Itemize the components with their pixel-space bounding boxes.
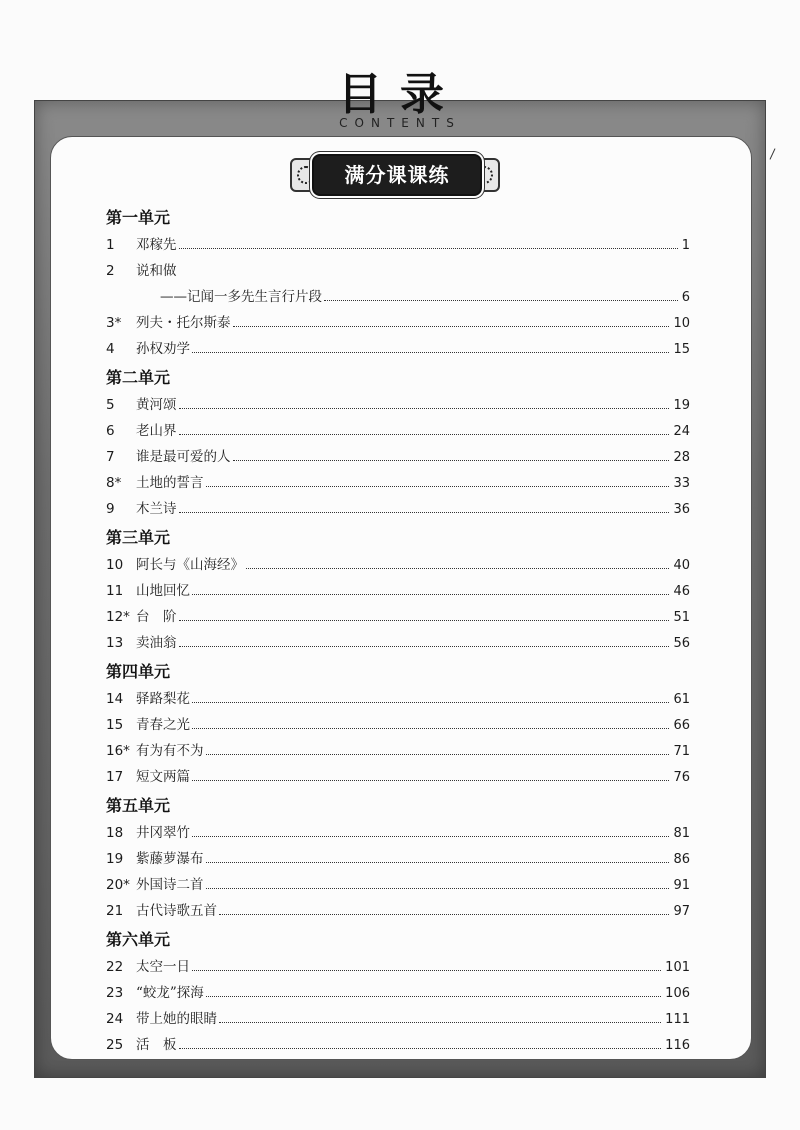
entry-number: 21 xyxy=(106,903,124,919)
toc-entry[interactable] xyxy=(106,954,690,980)
toc-entry[interactable] xyxy=(106,1032,690,1058)
entry-number: 7 xyxy=(106,449,115,465)
table-of-contents xyxy=(106,202,690,1058)
entry-title: 阿长与《山海经》 xyxy=(136,557,244,573)
entry-title: 卖油翁 xyxy=(136,635,177,651)
toc-entry[interactable] xyxy=(106,980,690,1006)
toc-entry[interactable] xyxy=(106,232,690,258)
entry-title: 孙权劝学 xyxy=(136,341,190,357)
dot-leader xyxy=(206,888,670,889)
toc-entry[interactable] xyxy=(106,738,690,764)
dot-leader xyxy=(233,460,670,461)
dot-leader xyxy=(179,408,670,409)
toc-entry[interactable] xyxy=(106,470,690,496)
entry-page-number: 51 xyxy=(673,610,690,625)
dot-leader xyxy=(324,300,678,301)
entry-page-number: 36 xyxy=(673,502,690,517)
entry-number: 2 xyxy=(106,263,115,279)
entry-title: 驿路梨花 xyxy=(136,691,190,707)
entry-page-number: 61 xyxy=(673,692,690,707)
entry-number: 11 xyxy=(106,583,124,599)
toc-entry[interactable] xyxy=(106,1006,690,1032)
entry-title: 木兰诗 xyxy=(136,501,177,517)
entry-title: “蛟龙”探海 xyxy=(136,985,204,1001)
dot-leader xyxy=(192,702,669,703)
entry-number: 1 xyxy=(106,237,115,253)
entry-page-number: 6 xyxy=(681,290,690,305)
toc-entry[interactable] xyxy=(106,392,690,418)
page-subtitle: CONTENTS xyxy=(339,116,461,130)
entry-page-number: 111 xyxy=(665,1012,690,1027)
toc-entry[interactable] xyxy=(106,258,690,284)
entry-number: 17 xyxy=(106,769,124,785)
entry-page-number: 97 xyxy=(673,904,690,919)
entry-number: 8* xyxy=(106,475,122,491)
dot-leader xyxy=(206,754,670,755)
entry-number: 10 xyxy=(106,557,124,573)
dot-leader xyxy=(179,248,678,249)
margin-mark xyxy=(770,148,776,159)
entry-number: 12* xyxy=(106,609,130,625)
entry-title: 青春之光 xyxy=(136,717,190,733)
entry-page-number: 116 xyxy=(665,1038,690,1053)
entry-title: 邓稼先 xyxy=(136,237,177,253)
dot-leader xyxy=(206,486,670,487)
toc-entry[interactable] xyxy=(106,630,690,656)
toc-entry[interactable] xyxy=(106,872,690,898)
entry-page-number: 33 xyxy=(673,476,690,491)
entry-page-number: 66 xyxy=(673,718,690,733)
entry-title: 土地的誓言 xyxy=(136,475,204,491)
dot-leader xyxy=(219,914,669,915)
entry-title: 列夫・托尔斯泰 xyxy=(136,315,231,331)
entry-number: 3* xyxy=(106,315,122,331)
entry-number: 20* xyxy=(106,877,130,893)
dot-leader xyxy=(233,326,670,327)
entry-number: 5 xyxy=(106,397,115,413)
entry-number: 25 xyxy=(106,1037,124,1053)
toc-entry[interactable] xyxy=(106,496,690,522)
dot-leader xyxy=(246,568,669,569)
dot-leader xyxy=(179,646,670,647)
dot-leader xyxy=(192,594,669,595)
entry-number: 19 xyxy=(106,851,124,867)
entry-title: 有为有不为 xyxy=(136,743,204,759)
entry-title: 说和做 xyxy=(136,263,177,279)
entry-title: 太空一日 xyxy=(136,959,190,975)
entry-page-number: 46 xyxy=(673,584,690,599)
entry-page-number: 1 xyxy=(681,238,690,253)
entry-number: 16* xyxy=(106,743,130,759)
toc-entry[interactable] xyxy=(106,418,690,444)
toc-entry[interactable] xyxy=(106,820,690,846)
entry-title: 紫藤萝瀑布 xyxy=(136,851,204,867)
toc-entry[interactable] xyxy=(106,604,690,630)
toc-entry[interactable] xyxy=(106,578,690,604)
entry-title: 外国诗二首 xyxy=(136,877,204,893)
entry-number: 22 xyxy=(106,959,124,975)
dot-leader xyxy=(192,970,661,971)
entry-title: 山地回忆 xyxy=(136,583,190,599)
dot-leader xyxy=(179,620,670,621)
entry-number: 4 xyxy=(106,341,115,357)
unit-heading: 第二单元 xyxy=(106,368,171,387)
dot-leader xyxy=(192,728,669,729)
toc-entry[interactable] xyxy=(106,444,690,470)
entry-title: 活 板 xyxy=(136,1037,177,1053)
entry-number: 24 xyxy=(106,1011,124,1027)
entry-title: 黄河颂 xyxy=(136,397,177,413)
toc-entry[interactable] xyxy=(106,552,690,578)
entry-title: 带上她的眼睛 xyxy=(136,1011,217,1027)
entry-page-number: 15 xyxy=(673,342,690,357)
entry-number: 13 xyxy=(106,635,124,651)
entry-page-number: 10 xyxy=(673,316,690,331)
entry-number: 23 xyxy=(106,985,124,1001)
entry-title: 古代诗歌五首 xyxy=(136,903,217,919)
unit-heading: 第五单元 xyxy=(106,796,171,815)
toc-entry[interactable] xyxy=(106,284,690,310)
banner-plate xyxy=(312,154,482,196)
entry-page-number: 91 xyxy=(673,878,690,893)
dot-leader xyxy=(192,780,669,781)
toc-entry[interactable] xyxy=(106,898,690,924)
dot-leader xyxy=(179,1048,662,1049)
entry-title: ——记闻一多先生言行片段 xyxy=(160,289,322,305)
dot-leader xyxy=(219,1022,661,1023)
entry-title: 台 阶 xyxy=(136,609,177,625)
entry-number: 14 xyxy=(106,691,124,707)
toc-entry[interactable] xyxy=(106,764,690,790)
entry-page-number: 81 xyxy=(673,826,690,841)
dot-leader xyxy=(192,352,669,353)
unit-heading: 第四单元 xyxy=(106,662,171,681)
toc-entry[interactable] xyxy=(106,846,690,872)
entry-title: 谁是最可爱的人 xyxy=(136,449,231,465)
unit-heading: 第一单元 xyxy=(106,208,171,227)
toc-entry[interactable] xyxy=(106,712,690,738)
entry-title: 井冈翠竹 xyxy=(136,825,190,841)
dot-leader xyxy=(179,512,670,513)
toc-entry[interactable] xyxy=(106,686,690,712)
entry-number: 9 xyxy=(106,501,115,517)
entry-page-number: 19 xyxy=(673,398,690,413)
entry-number: 15 xyxy=(106,717,124,733)
section-banner xyxy=(290,152,500,194)
dot-leader xyxy=(206,862,670,863)
entry-page-number: 71 xyxy=(673,744,690,759)
entry-number: 6 xyxy=(106,423,115,439)
unit-heading: 第三单元 xyxy=(106,528,171,547)
unit-heading: 第六单元 xyxy=(106,930,171,949)
section-label: 满分课课练 xyxy=(344,163,450,187)
entry-page-number: 28 xyxy=(673,450,690,465)
entry-page-number: 86 xyxy=(673,852,690,867)
dot-leader xyxy=(192,836,669,837)
entry-title: 老山界 xyxy=(136,423,177,439)
entry-number: 18 xyxy=(106,825,124,841)
entry-page-number: 56 xyxy=(673,636,690,651)
page-title: 目录 xyxy=(338,69,462,120)
entry-page-number: 76 xyxy=(673,770,690,785)
entry-page-number: 106 xyxy=(665,986,690,1001)
dot-leader xyxy=(206,996,661,997)
toc-entry[interactable] xyxy=(106,310,690,336)
toc-entry[interactable] xyxy=(106,336,690,362)
entry-page-number: 40 xyxy=(673,558,690,573)
entry-page-number: 101 xyxy=(665,960,690,975)
entry-page-number: 24 xyxy=(673,424,690,439)
entry-title: 短文两篇 xyxy=(136,769,190,785)
dot-leader xyxy=(179,434,670,435)
